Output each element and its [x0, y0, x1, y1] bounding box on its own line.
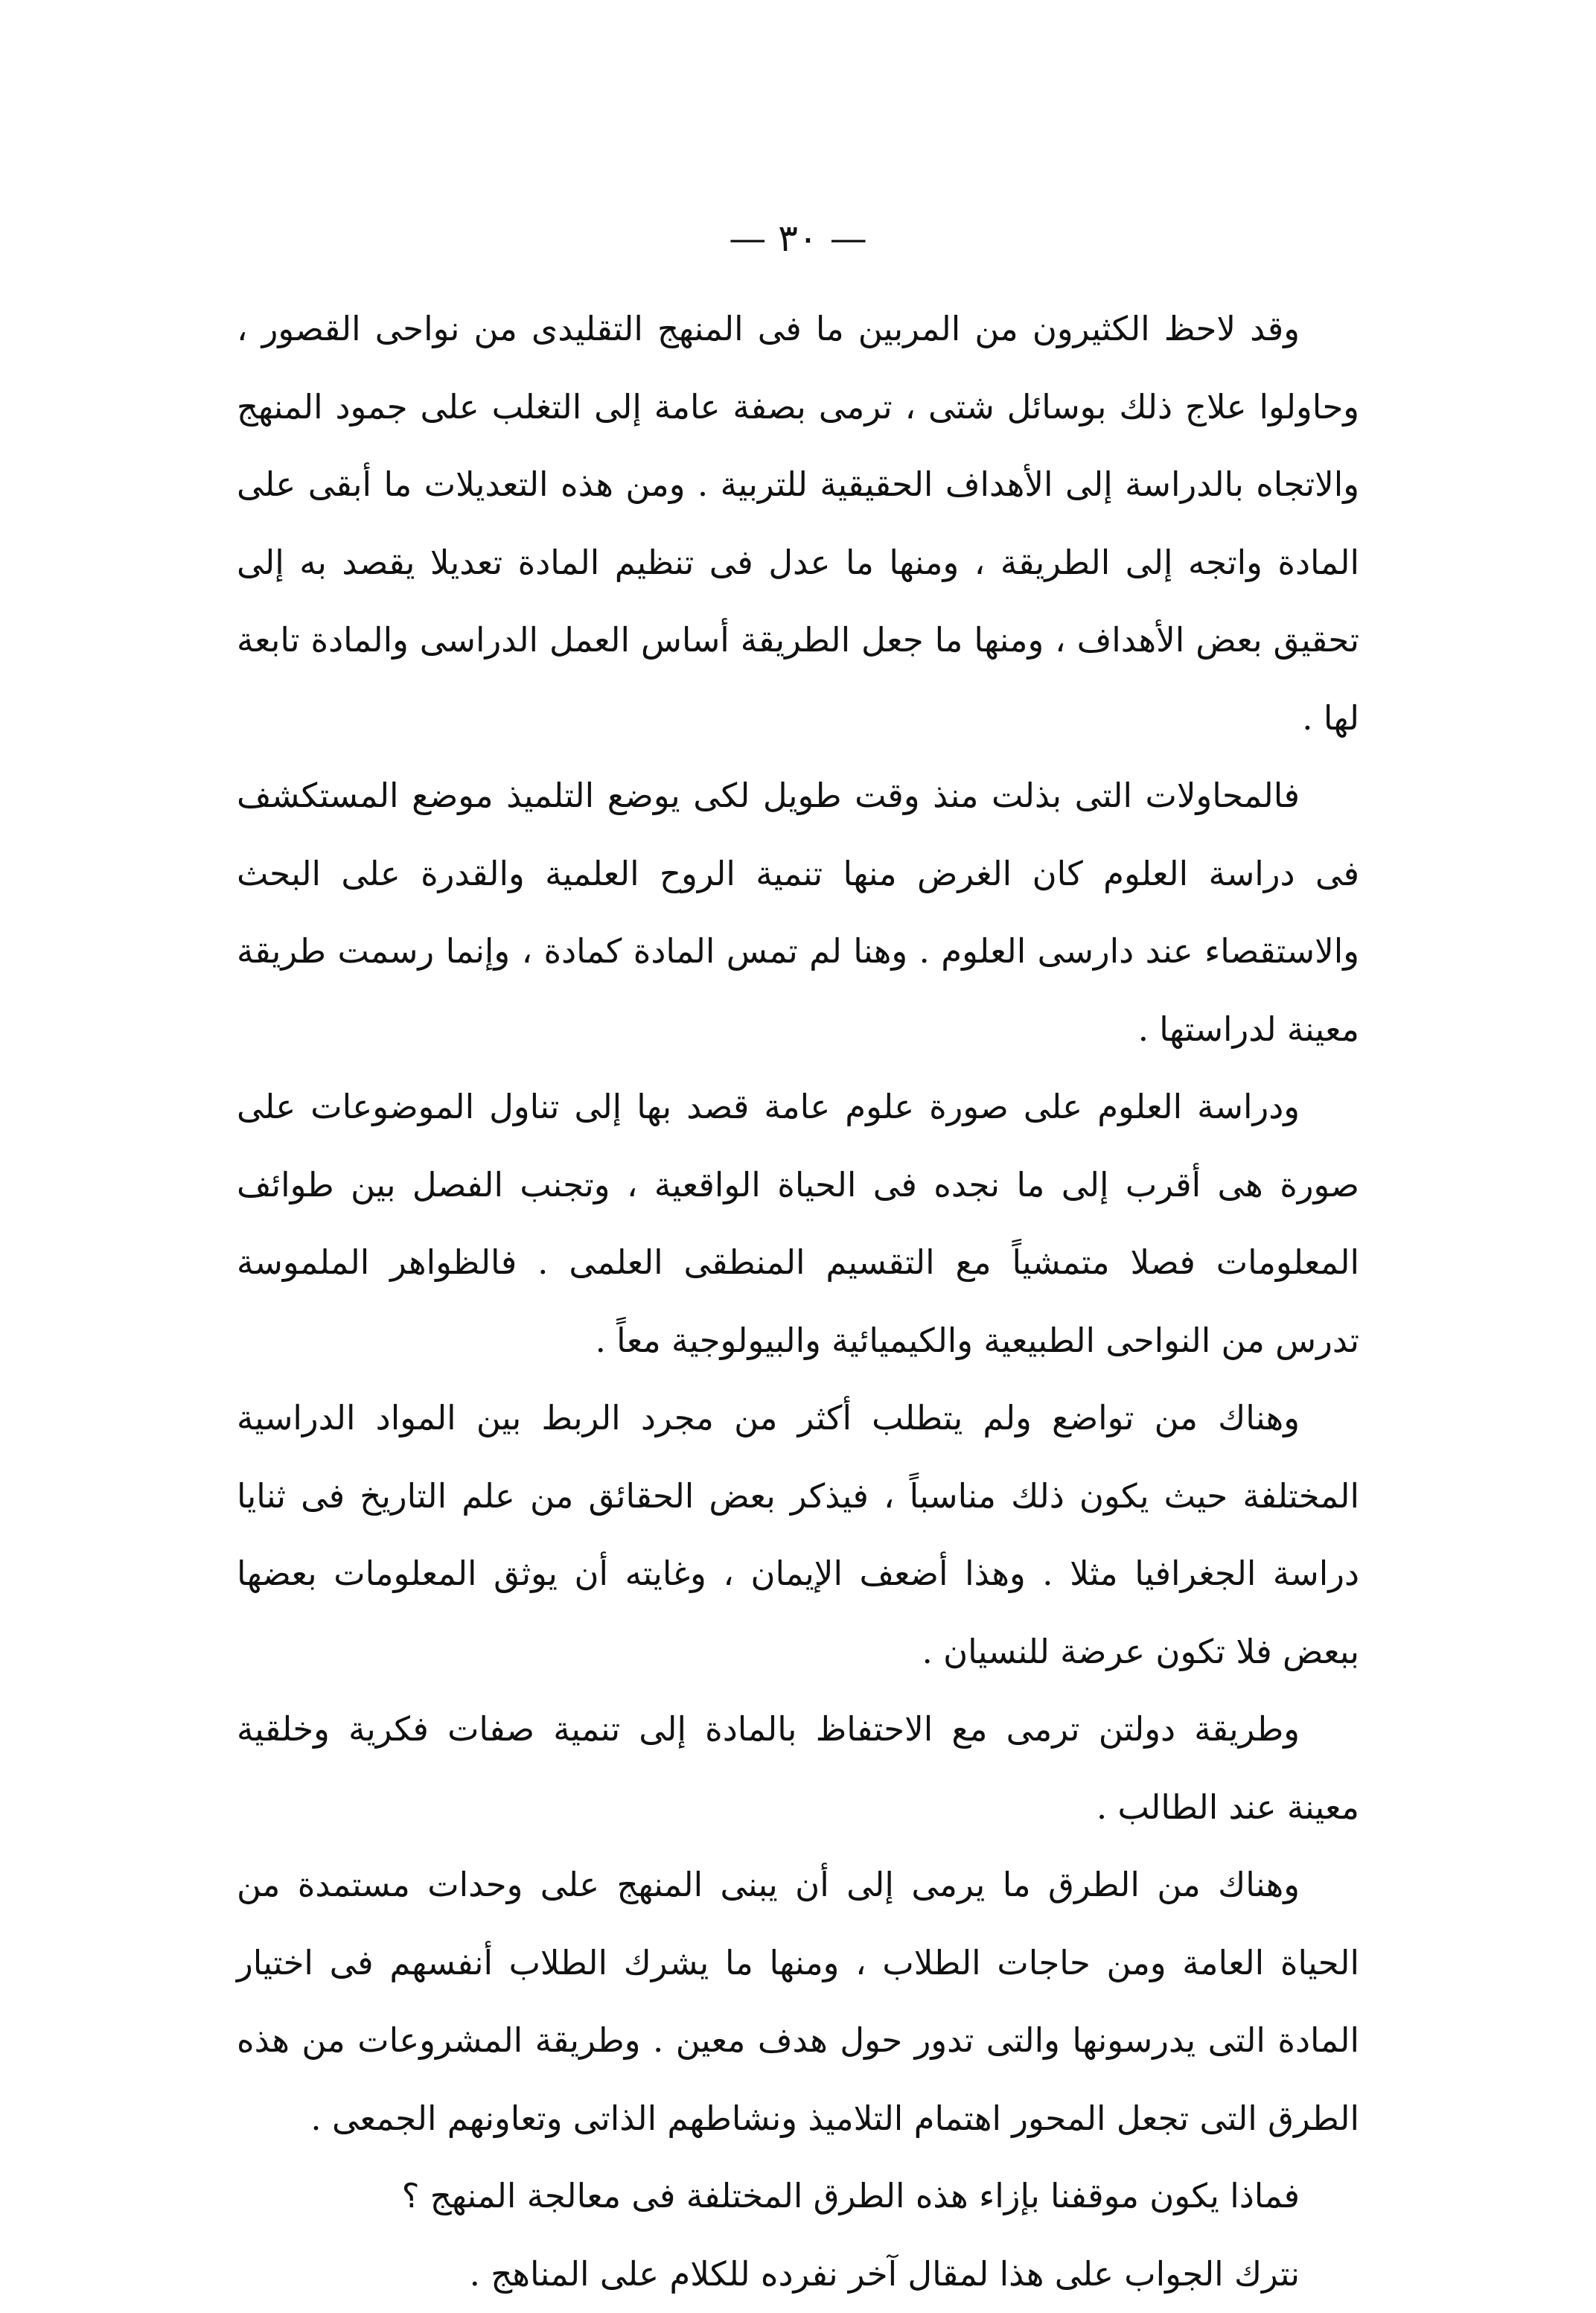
paragraph-1: وقد لاحظ الكثيرون من المربين ما فى المنهج التقليدى من نواحى القصور ، وحاولوا علاج ذلك بوسائل شتى ، ترمى بصفة عامة إلى التغلب على جمود المنهج والاتجاه بالدراسة إلى الأهداف الحقيقية للتربية . ومن هذه التعديلات ما أبقى على المادة واتجه إلى الطريقة ، ومنها ما عدل فى تنظيم المادة تعديلا يقصد به إلى تحقيق بعض الأهداف ، ومنها ما جعل الطريقة أساس العمل الدراسى والمادة تابعة لها .: [237, 290, 1359, 757]
paragraph-7: فماذا يكون موقفنا بإزاء هذه الطرق المختلفة فى معالجة المنهج ؟: [237, 2157, 1359, 2236]
paragraph-3: ودراسة العلوم على صورة علوم عامة قصد بها إلى تناول الموضوعات على صورة هى أقرب إلى ما نجده فى الحياة الواقعية ، وتجنب الفصل بين طوائف المعلومات فصلا متمشياً مع التقسيم المنطقى العلمى . فالظواهر الملموسة تدرس من النواحى الطبيعية والكيميائية والبيولوجية معاً .: [237, 1068, 1359, 1379]
paragraph-8: نترك الجواب على هذا لمقال آخر نفرده للكلام على المناهج .: [237, 2236, 1359, 2313]
paragraph-4: وهناك من تواضع ولم يتطلب أكثر من مجرد الربط بين المواد الدراسية المختلفة حيث يكون ذلك مناسباً ، فيذكر بعض الحقائق من علم التاريخ فى ثنايا دراسة الجغرافيا مثلا . وهذا أضعف الإيمان ، وغايته أن يوثق المعلومات بعضها ببعض فلا تكون عرضة للنسيان .: [237, 1379, 1359, 1691]
paragraph-2: فالمحاولات التى بذلت منذ وقت طويل لكى يوضع التلميذ موضع المستكشف فى دراسة العلوم كان الغرض منها تنمية الروح العلمية والقدرة على البحث والاستقصاء عند دارسى العلوم . وهنا لم تمس المادة كمادة ، وإنما رسمت طريقة معينة لدراستها .: [237, 757, 1359, 1068]
paragraph-5: وطريقة دولتن ترمى مع الاحتفاظ بالمادة إلى تنمية صفات فكرية وخلقية معينة عند الطالب .: [237, 1691, 1359, 1846]
page-number: — ٣٠ —: [0, 216, 1596, 261]
body-text: [237, 290, 1359, 2313]
paragraph-6: وهناك من الطرق ما يرمى إلى أن يبنى المنهج على وحدات مستمدة من الحياة العامة ومن حاجات الطلاب ، ومنها ما يشرك الطلاب أنفسهم فى اختيار المادة التى يدرسونها والتى تدور حول هدف معين . وطريقة المشروعات من هذه الطرق التى تجعل المحور اهتمام التلاميذ ونشاطهم الذاتى وتعاونهم الجمعى .: [237, 1846, 1359, 2157]
